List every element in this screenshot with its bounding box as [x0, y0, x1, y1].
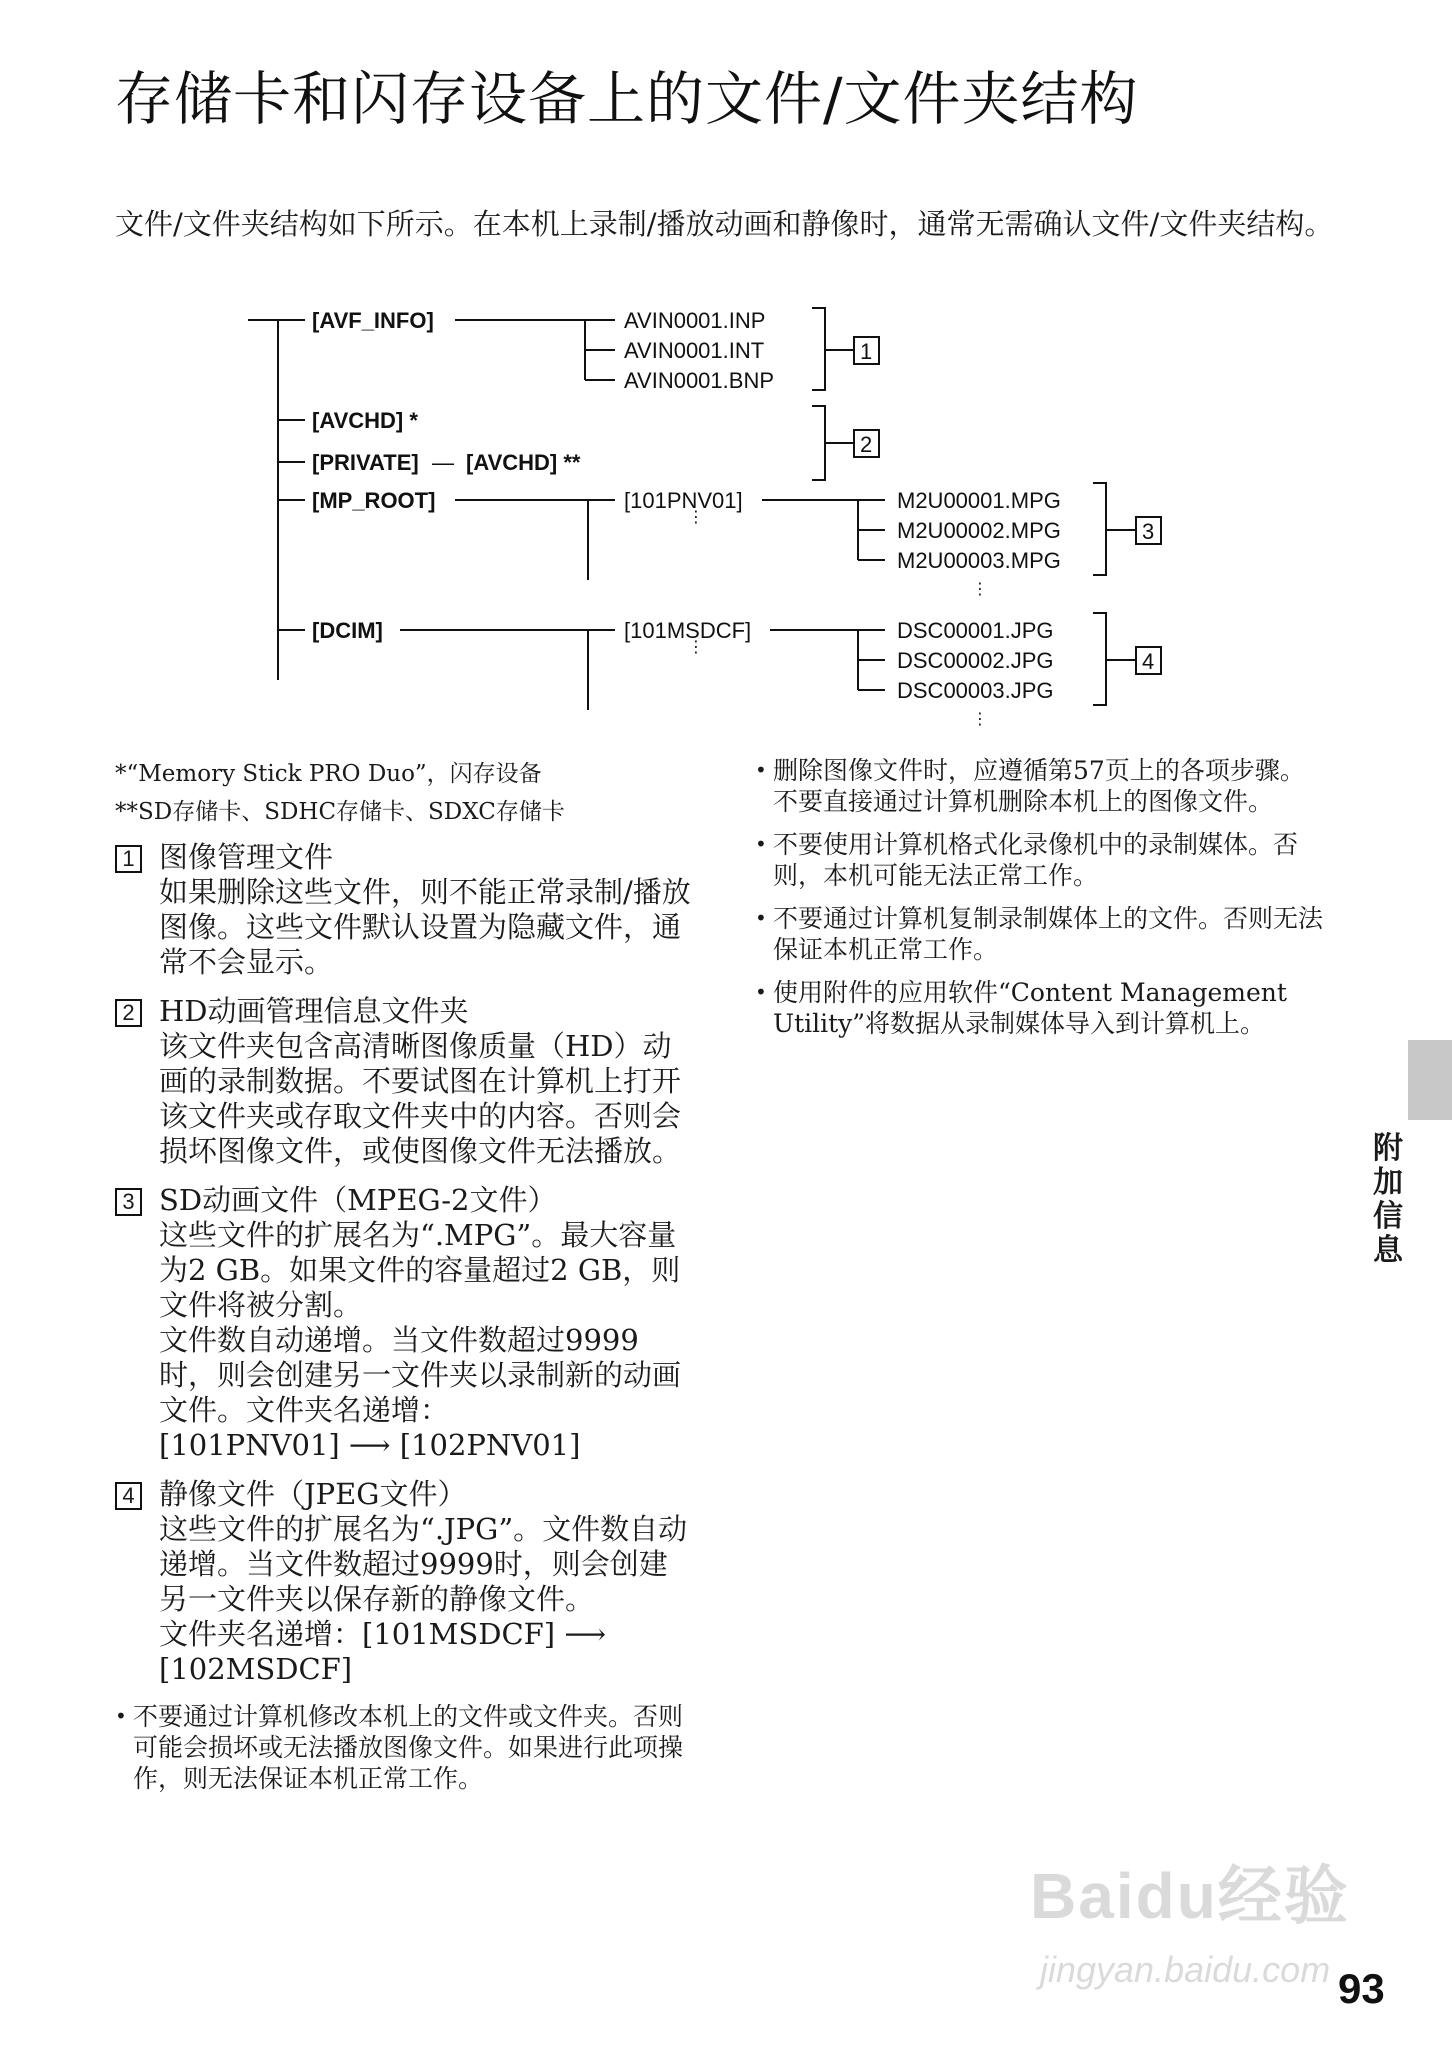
page-title: 存储卡和闪存设备上的文件/文件夹结构	[115, 65, 1139, 133]
item-number-box: 3	[115, 1188, 142, 1216]
right-bullet-3: • 不要通过计算机复制录制媒体上的文件。否则无法保证本机正常工作。	[755, 903, 1325, 965]
folder-avchd-sub: [AVCHD] **	[466, 450, 581, 475]
left-bullet-note: • 不要通过计算机修改本机上的文件或文件夹。否则可能会损坏或无法播放图像文件。如果进行此项操作，则无法保证本机正常工作。	[115, 1701, 695, 1794]
side-section-label: 附加信息	[1373, 1131, 1403, 1268]
folder-mp-root: [MP_ROOT]	[312, 488, 436, 513]
footnote-1: *“Memory Stick PRO Duo”，闪存设备	[115, 761, 542, 787]
item-2	[115, 994, 695, 1169]
folder-101msdcf: [101MSDCF]	[624, 618, 752, 643]
watermark-brand: Baidu经验	[1030, 1860, 1350, 1932]
marker-4: 4	[1142, 649, 1155, 674]
folder-structure-diagram	[0, 290, 1452, 760]
item-text: 这些文件的扩展名为“.JPG”。文件数自动递增。当文件数超过9999时，则会创建另一文件夹以保存新的静像文件。	[159, 1512, 688, 1616]
left-column	[115, 840, 695, 1806]
item-number-box: 4	[115, 1482, 142, 1510]
item-heading: 图像管理文件	[159, 840, 334, 874]
item-1	[115, 840, 695, 980]
watermark-url: jingyan.baidu.com	[1040, 1949, 1331, 1990]
right-column	[755, 755, 1325, 1051]
intro-paragraph: 文件/文件夹结构如下所示。在本机上录制/播放动画和静像时，通常无需确认文件/文件夹结构。	[115, 207, 1334, 241]
item-text: 该文件夹包含高清晰图像质量（HD）动画的录制数据。不要试图在计算机上打开该文件夹或存取文件夹中的内容。否则会损坏图像文件，或使图像文件无法播放。	[159, 1029, 682, 1168]
item-heading: HD动画管理信息文件夹	[159, 994, 469, 1028]
file-m2u00001: M2U00001.MPG	[897, 488, 1061, 513]
footnote-2: **SD存储卡、SDHC存储卡、SDXC存储卡	[115, 799, 565, 825]
item-number-box: 2	[115, 999, 142, 1027]
file-avin-bnp: AVIN0001.BNP	[624, 368, 775, 393]
right-bullet-4: • 使用附件的应用软件“Content Management Utility”将数据从录制媒体导入到计算机上。	[755, 977, 1325, 1039]
file-m2u00003: M2U00003.MPG	[897, 548, 1061, 573]
svg-text:⋮: ⋮	[688, 639, 704, 656]
footnotes	[115, 755, 565, 831]
folder-avf-info: [AVF_INFO]	[312, 308, 434, 333]
item-3	[115, 1183, 695, 1463]
file-dsc00003: DSC00003.JPG	[897, 678, 1054, 703]
page-number: 93	[1338, 1965, 1385, 2012]
dash-separator: —	[432, 450, 454, 475]
marker-1: 1	[860, 339, 873, 364]
section-tab-marker	[1408, 1040, 1452, 1120]
svg-text:⋮: ⋮	[688, 509, 704, 526]
item-heading: 静像文件（JPEG文件）	[159, 1477, 467, 1511]
folder-dcim: [DCIM]	[312, 618, 383, 643]
right-bullet-2: • 不要使用计算机格式化录像机中的录制媒体。否则，本机可能无法正常工作。	[755, 829, 1325, 891]
item-text: [101PNV01] ⟶ [102PNV01]	[159, 1428, 581, 1462]
watermark	[1030, 1845, 1390, 2015]
file-dsc00001: DSC00001.JPG	[897, 618, 1054, 643]
item-text: 如果删除这些文件，则不能正常录制/播放图像。这些文件默认设置为隐藏文件，通常不会显示。	[159, 875, 691, 979]
item-4	[115, 1477, 695, 1687]
item-text: 文件数自动递增。当文件数超过9999时，则会创建另一文件夹以录制新的动画文件。文件夹名递增：	[159, 1323, 682, 1427]
file-avin-int: AVIN0001.INT	[624, 338, 765, 363]
folder-101pnv01: [101PNV01]	[624, 488, 743, 513]
marker-2: 2	[860, 432, 873, 457]
folder-avchd: [AVCHD] *	[312, 408, 418, 433]
file-m2u00002: M2U00002.MPG	[897, 518, 1061, 543]
item-number-box: 1	[115, 845, 142, 873]
item-text: 这些文件的扩展名为“.MPG”。最大容量为2 GB。如果文件的容量超过2 GB，则文件将被分割。	[159, 1218, 681, 1322]
right-bullet-1: • 删除图像文件时，应遵循第57页上的各项步骤。不要直接通过计算机删除本机上的图像文件。	[755, 755, 1325, 817]
file-avin-inp: AVIN0001.INP	[624, 308, 766, 333]
svg-text:⋮: ⋮	[972, 581, 988, 598]
marker-3: 3	[1142, 519, 1155, 544]
item-text: 文件夹名递增：[101MSDCF] ⟶ [102MSDCF]	[159, 1617, 606, 1686]
svg-text:⋮: ⋮	[972, 711, 988, 728]
file-dsc00002: DSC00002.JPG	[897, 648, 1054, 673]
folder-private: [PRIVATE]	[312, 450, 419, 475]
item-heading: SD动画文件（MPEG-2文件）	[159, 1183, 557, 1217]
